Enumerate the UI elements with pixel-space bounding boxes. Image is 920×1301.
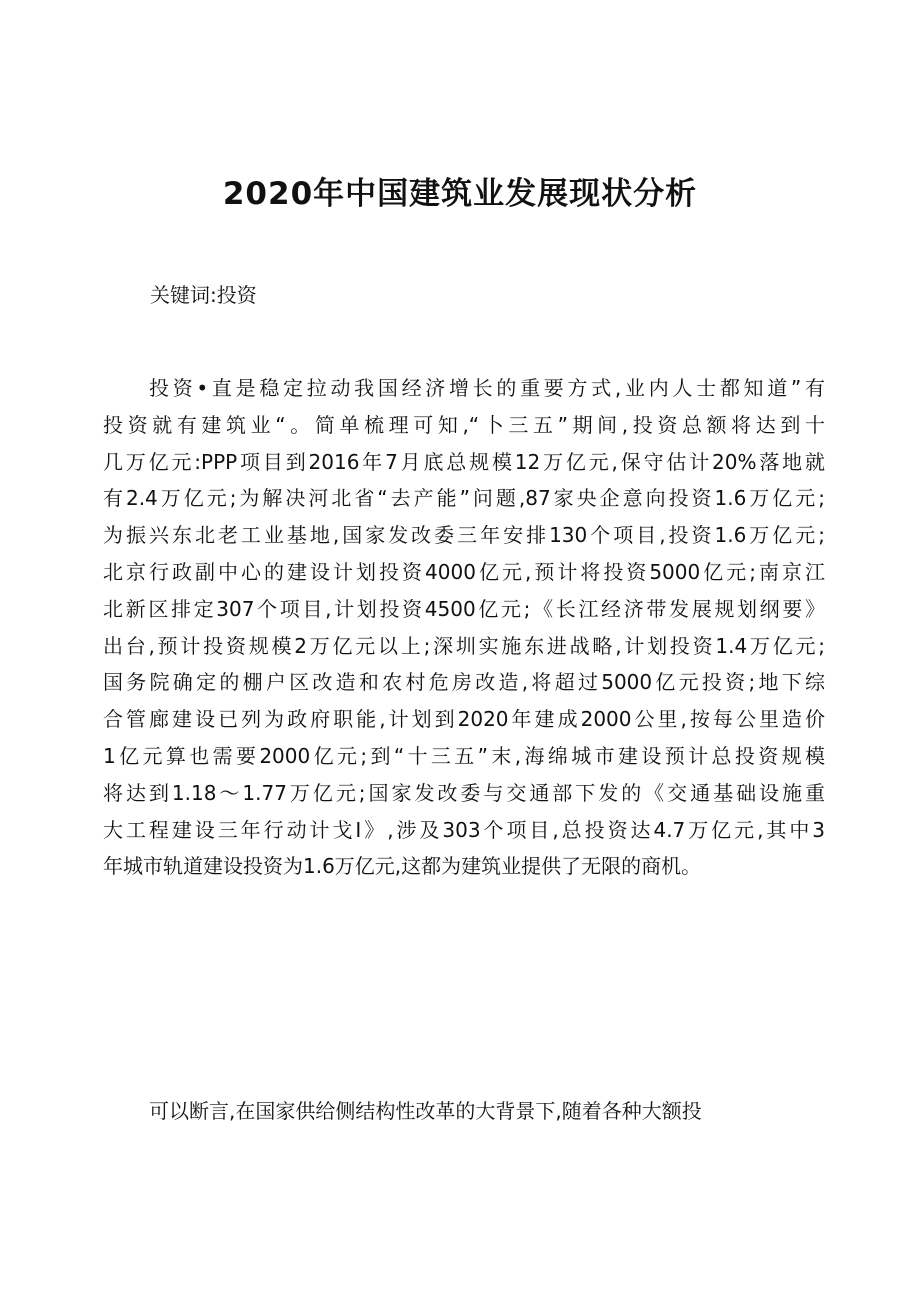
paragraph-line: 几万亿元:PPP项目到2016年7月底总规模12万亿元,保守估计20%落地就 [103,449,825,474]
paragraph-line: 合管廊建设已列为政府职能,计划到2020年建成2000公里,按每公里造价 [103,707,825,732]
keywords-line: 关键词:投资 [150,283,257,307]
document-title: 2020年中国建筑业发展现状分析 [222,176,698,212]
paragraph-line: 年城市轨道建设投资为1.6万亿元,这都为建筑业提供了无限的商机。 [103,854,702,879]
paragraph-line: 投资就有建筑业“。简单梳理可知,“卜三五”期间,投资总额将达到十 [103,412,825,437]
paragraph-line: 投资•直是稳定拉动我国经济增长的重要方式,业内人士都知道”有 [149,376,825,400]
paragraph-investment [103,370,825,885]
paragraph-line: 为振兴东北老工业基地,国家发改委三年安排130个项目,投资1.6万亿元; [103,523,825,548]
paragraph-line: 有2.4万亿元;为解决河北省“去产能”问题,87家央企意向投资1.6万亿元; [103,486,825,511]
paragraph-line: 北京行政副中心的建设计划投资4000亿元,预计将投资5000亿元;南京江 [103,559,825,584]
paragraph-line: 将达到1.18〜1.77万亿元;国家发改委与交通部下发的《交通基础设施重 [103,780,825,805]
paragraph-line: 出台,预计投资规模2万亿元以上;深圳实施东进战略,计划投资1.4万亿元; [103,633,825,658]
paragraph-line: 北新区排定307个项目,计划投资4500亿元;《长江经济带发展规划纲要》 [103,596,825,621]
paragraph-line: 可以断言,在国家供给侧结构性改革的大背景下,随着各种大额投 [149,1099,702,1123]
paragraph-line: 1亿元算也需要2000亿元;到“十三五”末,海绵城市建设预计总投资规模 [103,743,825,768]
paragraph-line: 国务院确定的棚户区改造和农村危房改造,将超过5000亿元投资;地下综 [103,670,825,695]
paragraph-line: 大工程建设三年行动计戈I》,涉及303个项目,总投资达4.7万亿元,其中3 [103,817,825,842]
paragraph-conclusion [103,1093,825,1130]
